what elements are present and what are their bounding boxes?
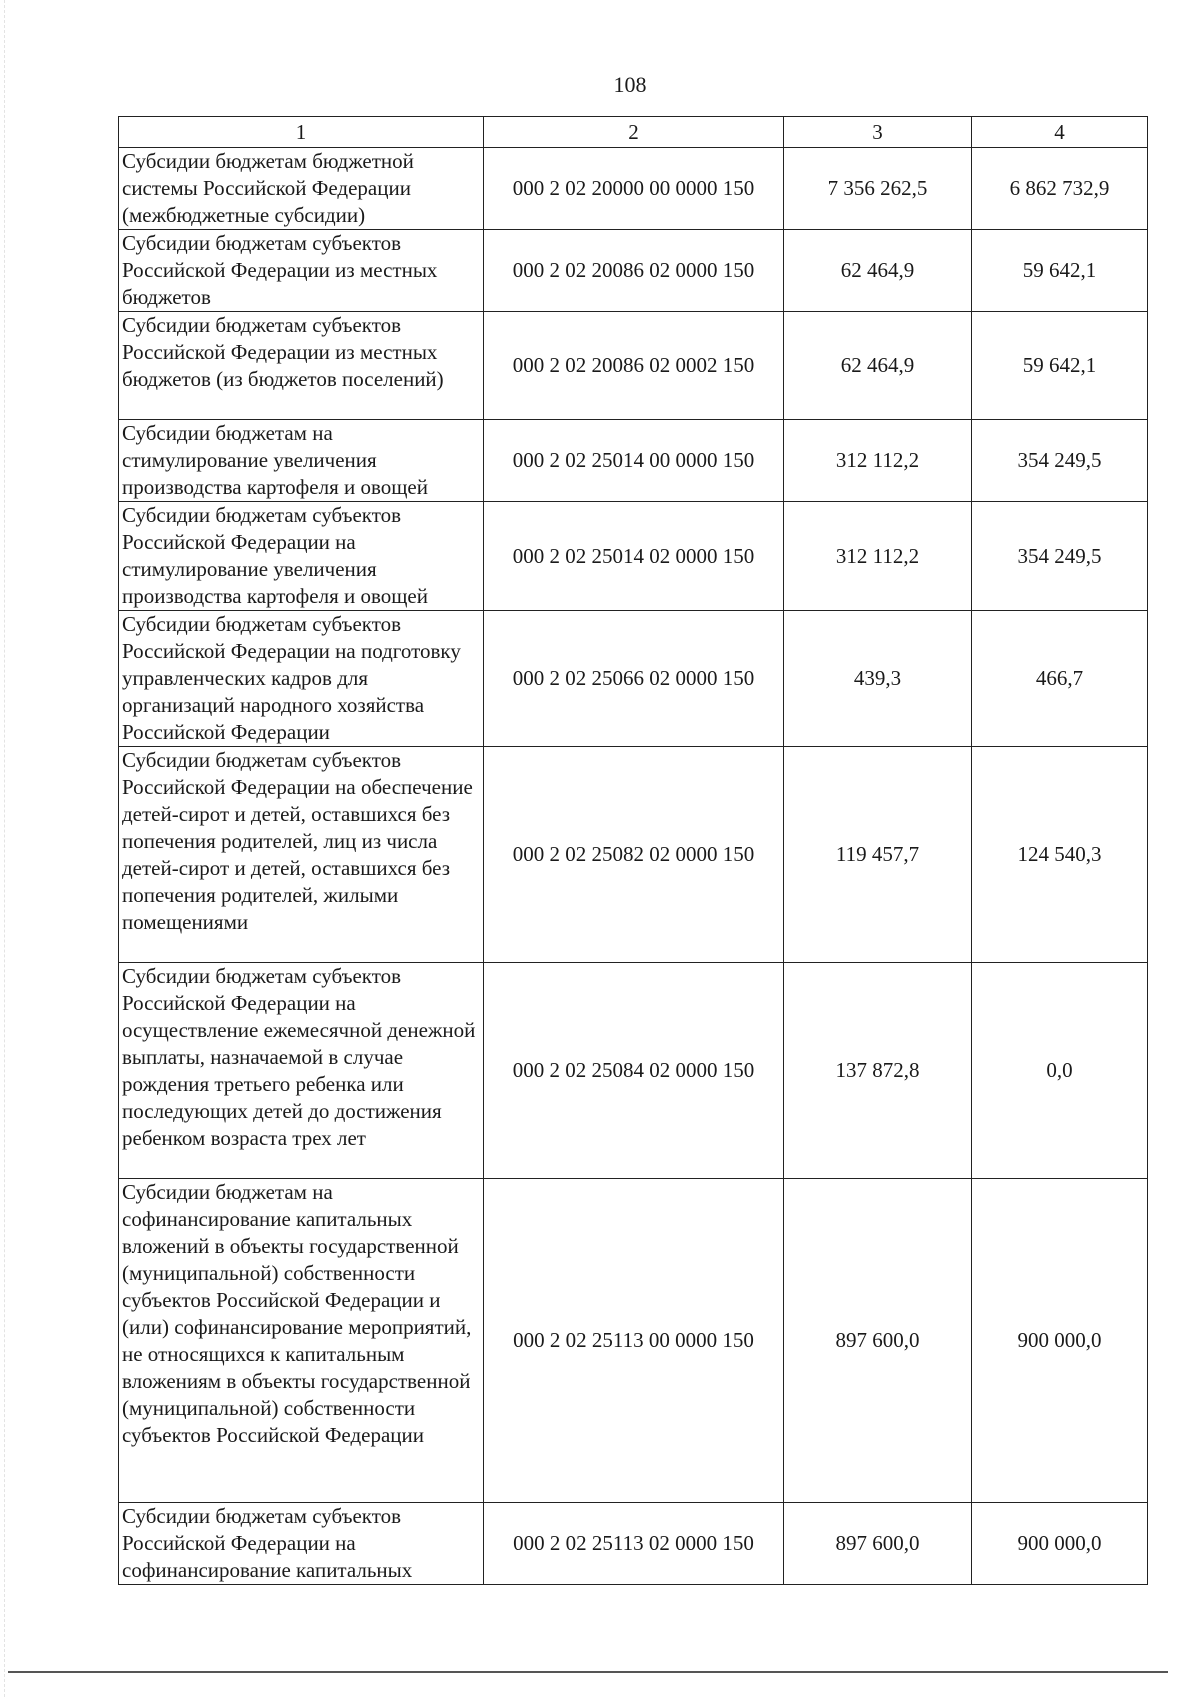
row-name: Субсидии бюджетам субъектов Российской Федерации на софинансирование капитальных bbox=[119, 1503, 484, 1585]
row-name: Субсидии бюджетам субъектов Российской Федерации на стимулирование увеличения производства картофеля и овощей bbox=[119, 502, 484, 611]
row-value-col3: 439,3 bbox=[784, 611, 972, 747]
row-code: 000 2 02 20086 02 0002 150 bbox=[484, 312, 784, 420]
column-header-4: 4 bbox=[972, 117, 1148, 148]
row-code: 000 2 02 25113 00 0000 150 bbox=[484, 1179, 784, 1503]
row-code: 000 2 02 25082 02 0000 150 bbox=[484, 747, 784, 963]
row-value-col4: 124 540,3 bbox=[972, 747, 1148, 963]
table-row bbox=[119, 611, 1148, 747]
row-value-col3: 312 112,2 bbox=[784, 420, 972, 502]
column-header-3: 3 bbox=[784, 117, 972, 148]
row-name: Субсидии бюджетам на софинансирование капитальных вложений в объекты государственной (муниципальной) собственности субъектов Российской Федерации и (или) софинансирование мероприятий, не относящихся к капитальным вложениям в объекты государственной (муниципальной) собственности субъектов Российской Федерации bbox=[119, 1179, 484, 1503]
row-value-col3: 137 872,8 bbox=[784, 963, 972, 1179]
row-value-col4: 6 862 732,9 bbox=[972, 148, 1148, 230]
row-value-col3: 897 600,0 bbox=[784, 1503, 972, 1585]
row-value-col3: 897 600,0 bbox=[784, 1179, 972, 1503]
row-value-col3: 62 464,9 bbox=[784, 230, 972, 312]
table-row bbox=[119, 148, 1148, 230]
row-value-col4: 59 642,1 bbox=[972, 312, 1148, 420]
table-row bbox=[119, 420, 1148, 502]
table-row bbox=[119, 1179, 1148, 1503]
table-row bbox=[119, 747, 1148, 963]
row-name: Субсидии бюджетам на стимулирование увеличения производства картофеля и овощей bbox=[119, 420, 484, 502]
row-value-col4: 354 249,5 bbox=[972, 420, 1148, 502]
row-value-col4: 0,0 bbox=[972, 963, 1148, 1179]
row-value-col3: 62 464,9 bbox=[784, 312, 972, 420]
row-name: Субсидии бюджетам субъектов Российской Федерации на обеспечение детей-сирот и детей, оставшихся без попечения родителей, лиц из числа детей-сирот и детей, оставшихся без попечения родителей, жилыми помещениями bbox=[119, 747, 484, 963]
budget-revenue-table bbox=[118, 116, 1148, 1585]
page-number: 108 bbox=[613, 72, 647, 97]
row-code: 000 2 02 25014 02 0000 150 bbox=[484, 502, 784, 611]
row-value-col4: 354 249,5 bbox=[972, 502, 1148, 611]
table-row bbox=[119, 963, 1148, 1179]
row-value-col4: 900 000,0 bbox=[972, 1503, 1148, 1585]
row-value-col3: 312 112,2 bbox=[784, 502, 972, 611]
row-code: 000 2 02 25113 02 0000 150 bbox=[484, 1503, 784, 1585]
row-code: 000 2 02 25066 02 0000 150 bbox=[484, 611, 784, 747]
column-header-2: 2 bbox=[484, 117, 784, 148]
row-name: Субсидии бюджетам субъектов Российской Федерации из местных бюджетов (из бюджетов поселений) bbox=[119, 312, 484, 420]
row-value-col3: 7 356 262,5 bbox=[784, 148, 972, 230]
row-value-col4: 466,7 bbox=[972, 611, 1148, 747]
row-name: Субсидии бюджетам бюджетной системы Российской Федерации (межбюджетные субсидии) bbox=[119, 148, 484, 230]
row-name: Субсидии бюджетам субъектов Российской Федерации из местных бюджетов bbox=[119, 230, 484, 312]
row-code: 000 2 02 20000 00 0000 150 bbox=[484, 148, 784, 230]
column-header-1: 1 bbox=[119, 117, 484, 148]
table-header-row bbox=[119, 117, 1148, 148]
table-row bbox=[119, 502, 1148, 611]
row-name: Субсидии бюджетам субъектов Российской Федерации на осуществление ежемесячной денежной выплаты, назначаемой в случае рождения третьего ребенка или последующих детей до достижения ребенком возраста трех лет bbox=[119, 963, 484, 1179]
table-row bbox=[119, 1503, 1148, 1585]
row-value-col3: 119 457,7 bbox=[784, 747, 972, 963]
row-code: 000 2 02 25014 00 0000 150 bbox=[484, 420, 784, 502]
row-code: 000 2 02 20086 02 0000 150 bbox=[484, 230, 784, 312]
scan-margin-edge bbox=[4, 0, 5, 1697]
row-code: 000 2 02 25084 02 0000 150 bbox=[484, 963, 784, 1179]
row-value-col4: 900 000,0 bbox=[972, 1179, 1148, 1503]
table-row bbox=[119, 312, 1148, 420]
page-bottom-rule bbox=[8, 1671, 1168, 1673]
row-value-col4: 59 642,1 bbox=[972, 230, 1148, 312]
row-name: Субсидии бюджетам субъектов Российской Федерации на подготовку управленческих кадров для организаций народного хозяйства Российской Федерации bbox=[119, 611, 484, 747]
table-row bbox=[119, 230, 1148, 312]
